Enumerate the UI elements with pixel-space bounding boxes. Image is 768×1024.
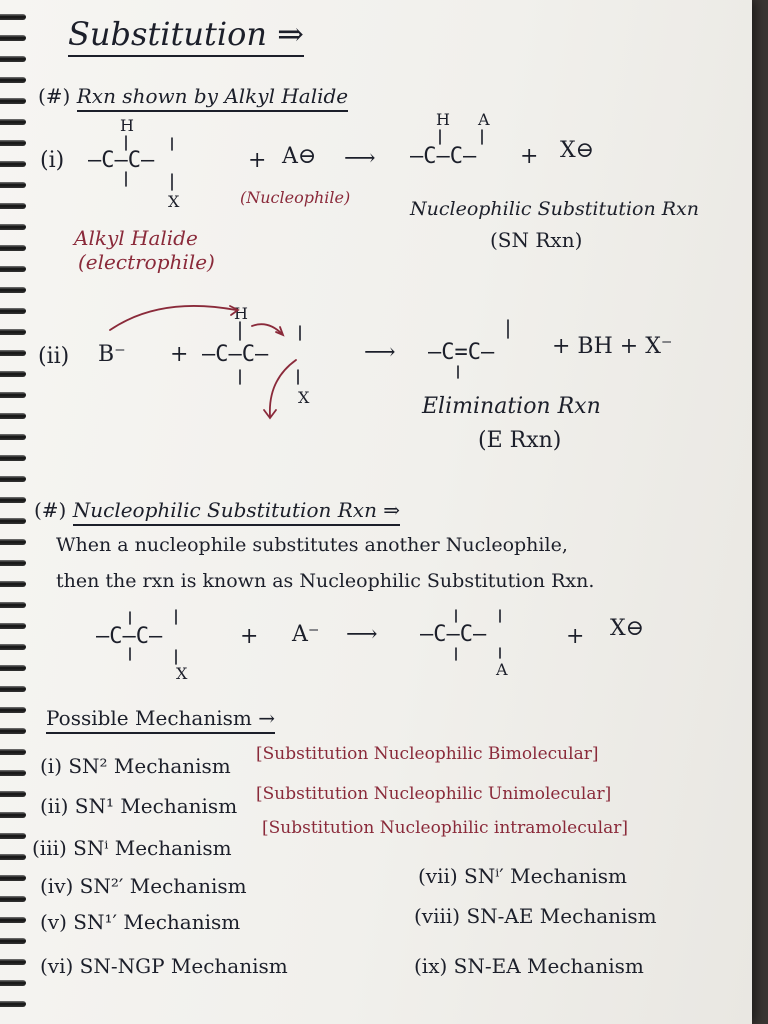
mechanism-item: (vi) SN-NGP Mechanism xyxy=(40,954,288,978)
rxn1-plus1: + xyxy=(248,148,267,173)
rxn1-reactant: —C—C— xyxy=(88,148,155,173)
curved-arrow xyxy=(110,306,236,330)
rxn2-type-name: Elimination Rxn xyxy=(422,394,601,419)
eq-reactant: —C—C— xyxy=(96,624,163,649)
rxn2-label: (ii) xyxy=(38,344,70,369)
rxn1-substrate-note2: (electrophile) xyxy=(78,250,215,274)
rxn2-byproducts: + BH + X⁻ xyxy=(552,334,673,359)
eq-product: —C—C— xyxy=(420,622,487,647)
rxn1-x-bottom: X xyxy=(168,192,180,211)
eq-plus2: + xyxy=(566,624,585,649)
eq-leaving: X⊖ xyxy=(610,616,645,641)
rxn2-product: —C=C— xyxy=(428,340,495,365)
rxn1-type-abbr: (SN Rxn) xyxy=(490,228,583,252)
rxn1-prod-h: H xyxy=(436,110,450,129)
rxn2-x-bottom: X xyxy=(298,388,310,407)
mechanism-item: (i) SN² Mechanism xyxy=(40,754,231,778)
rxn1-nucleophile: A⊖ xyxy=(282,144,317,169)
mechanism-item: (ix) SN-EA Mechanism xyxy=(414,954,644,978)
mechanism-item: (iv) SN²′ Mechanism xyxy=(40,874,247,898)
eq-a-bottom: A xyxy=(496,660,508,679)
rxn2-reactant: —C—C— xyxy=(202,342,269,367)
curved-arrow xyxy=(270,360,296,416)
rxn1-type-name: Nucleophilic Substitution Rxn xyxy=(410,198,700,220)
eq-plus1: + xyxy=(240,624,259,649)
rxn1-arrow: ⟶ xyxy=(344,146,376,171)
rxn1-plus2: + xyxy=(520,144,539,169)
rxn1-substrate-note1: Alkyl Halide xyxy=(74,226,198,250)
page-title: Substitution ⇒ xyxy=(68,18,304,50)
eq-x-bottom: X xyxy=(176,664,188,683)
mechanism-item: (vii) SNⁱ′ Mechanism xyxy=(418,864,628,888)
mechanism-item: (viii) SN-AE Mechanism xyxy=(414,904,657,928)
rxn1-prod-a: A xyxy=(478,110,490,129)
section2-definition-line2: then the rxn is known as Nucleophilic Substitution Rxn. xyxy=(56,570,595,592)
section2-definition-line1: When a nucleophile substitutes another Nucleophile, xyxy=(56,534,568,556)
rxn1-product: —C—C— xyxy=(410,144,477,169)
rxn1-nucleophile-note: (Nucleophile) xyxy=(240,188,351,207)
rxn2-plus1: + xyxy=(170,342,189,367)
rxn1-leaving: X⊖ xyxy=(560,138,595,163)
rxn1-h-top: H xyxy=(120,116,134,135)
eq-arrow: ⟶ xyxy=(346,622,378,647)
rxn2-h-top: H xyxy=(234,304,248,323)
section2-heading: (#) Nucleophilic Substitution Rxn ⇒ xyxy=(34,500,400,520)
eq-nucleophile: A⁻ xyxy=(292,622,320,647)
rxn2-arrow: ⟶ xyxy=(364,340,396,365)
mechanism-note: [Substitution Nucleophilic Unimolecular] xyxy=(256,784,612,804)
mechanism-note: [Substitution Nucleophilic intramolecular] xyxy=(262,818,629,838)
rxn1-label: (i) xyxy=(40,148,65,173)
mechanism-item: (ii) SN¹ Mechanism xyxy=(40,794,238,818)
rxn2-type-abbr: (E Rxn) xyxy=(478,428,562,453)
section1-heading: (#) Rxn shown by Alkyl Halide xyxy=(38,86,348,106)
mechanism-note: [Substitution Nucleophilic Bimolecular] xyxy=(256,744,599,764)
mechanisms-heading: Possible Mechanism → xyxy=(46,708,275,728)
rxn2-base: B⁻ xyxy=(98,342,126,367)
mechanism-item: (v) SN¹′ Mechanism xyxy=(40,910,241,934)
mechanism-item: (iii) SNⁱ Mechanism xyxy=(32,836,232,860)
